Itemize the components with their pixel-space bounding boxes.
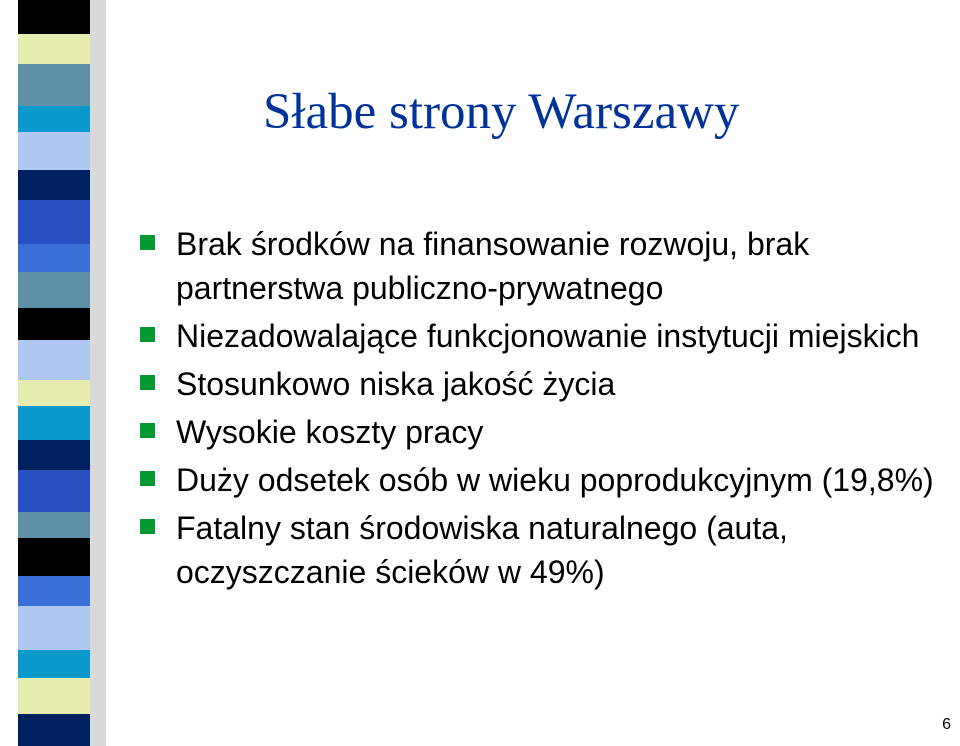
strip-band xyxy=(18,106,90,132)
square-bullet-icon xyxy=(140,471,155,486)
strip-band xyxy=(18,512,90,538)
strip-band xyxy=(18,244,90,272)
strip-band xyxy=(18,678,90,714)
page-number: 6 xyxy=(942,716,951,733)
strip-band xyxy=(18,406,90,440)
strip-band xyxy=(18,576,90,606)
decorative-side-strip xyxy=(0,0,118,746)
strip-band xyxy=(18,0,90,34)
slide-title: Słabe strony Warszawy xyxy=(263,84,740,140)
bullet-text: Brak środków na finansowanie rozwoju, brak partnerstwa publiczno-prywatnego xyxy=(176,226,810,306)
strip-band xyxy=(18,380,90,406)
strip-band xyxy=(18,272,90,308)
bullet-item xyxy=(140,314,952,358)
strip-band xyxy=(18,200,90,244)
strip-band xyxy=(18,308,90,340)
bullet-text: Wysokie koszty pracy xyxy=(176,414,484,450)
strip-band xyxy=(18,170,90,200)
bullet-item xyxy=(140,458,952,502)
bullet-text: Fatalny stan środowiska naturalnego (auta, oczyszczanie ścieków w 49%) xyxy=(176,510,788,590)
bullet-item xyxy=(140,362,952,406)
bullet-text: Duży odsetek osób w wieku poprodukcyjnym (19,8%) xyxy=(176,462,934,498)
strip-band xyxy=(18,34,90,64)
strip-band xyxy=(18,714,90,746)
square-bullet-icon xyxy=(140,519,155,534)
bullet-text: Stosunkowo niska jakość życia xyxy=(176,366,616,402)
strip-band xyxy=(18,470,90,512)
square-bullet-icon xyxy=(140,375,155,390)
bullet-item xyxy=(140,506,952,594)
strip-band xyxy=(18,538,90,576)
strip-band xyxy=(18,64,90,106)
strip-band xyxy=(18,340,90,380)
square-bullet-icon xyxy=(140,423,155,438)
strip-band xyxy=(18,440,90,470)
bullet-item xyxy=(140,222,952,310)
square-bullet-icon xyxy=(140,327,155,342)
strip-band xyxy=(18,650,90,678)
bullet-text: Niezadowalające funkcjonowanie instytucji miejskich xyxy=(176,318,920,354)
square-bullet-icon xyxy=(140,235,155,250)
strip-band xyxy=(18,132,90,170)
strip-band xyxy=(18,606,90,650)
bullet-list xyxy=(140,222,952,598)
bullet-item xyxy=(140,410,952,454)
